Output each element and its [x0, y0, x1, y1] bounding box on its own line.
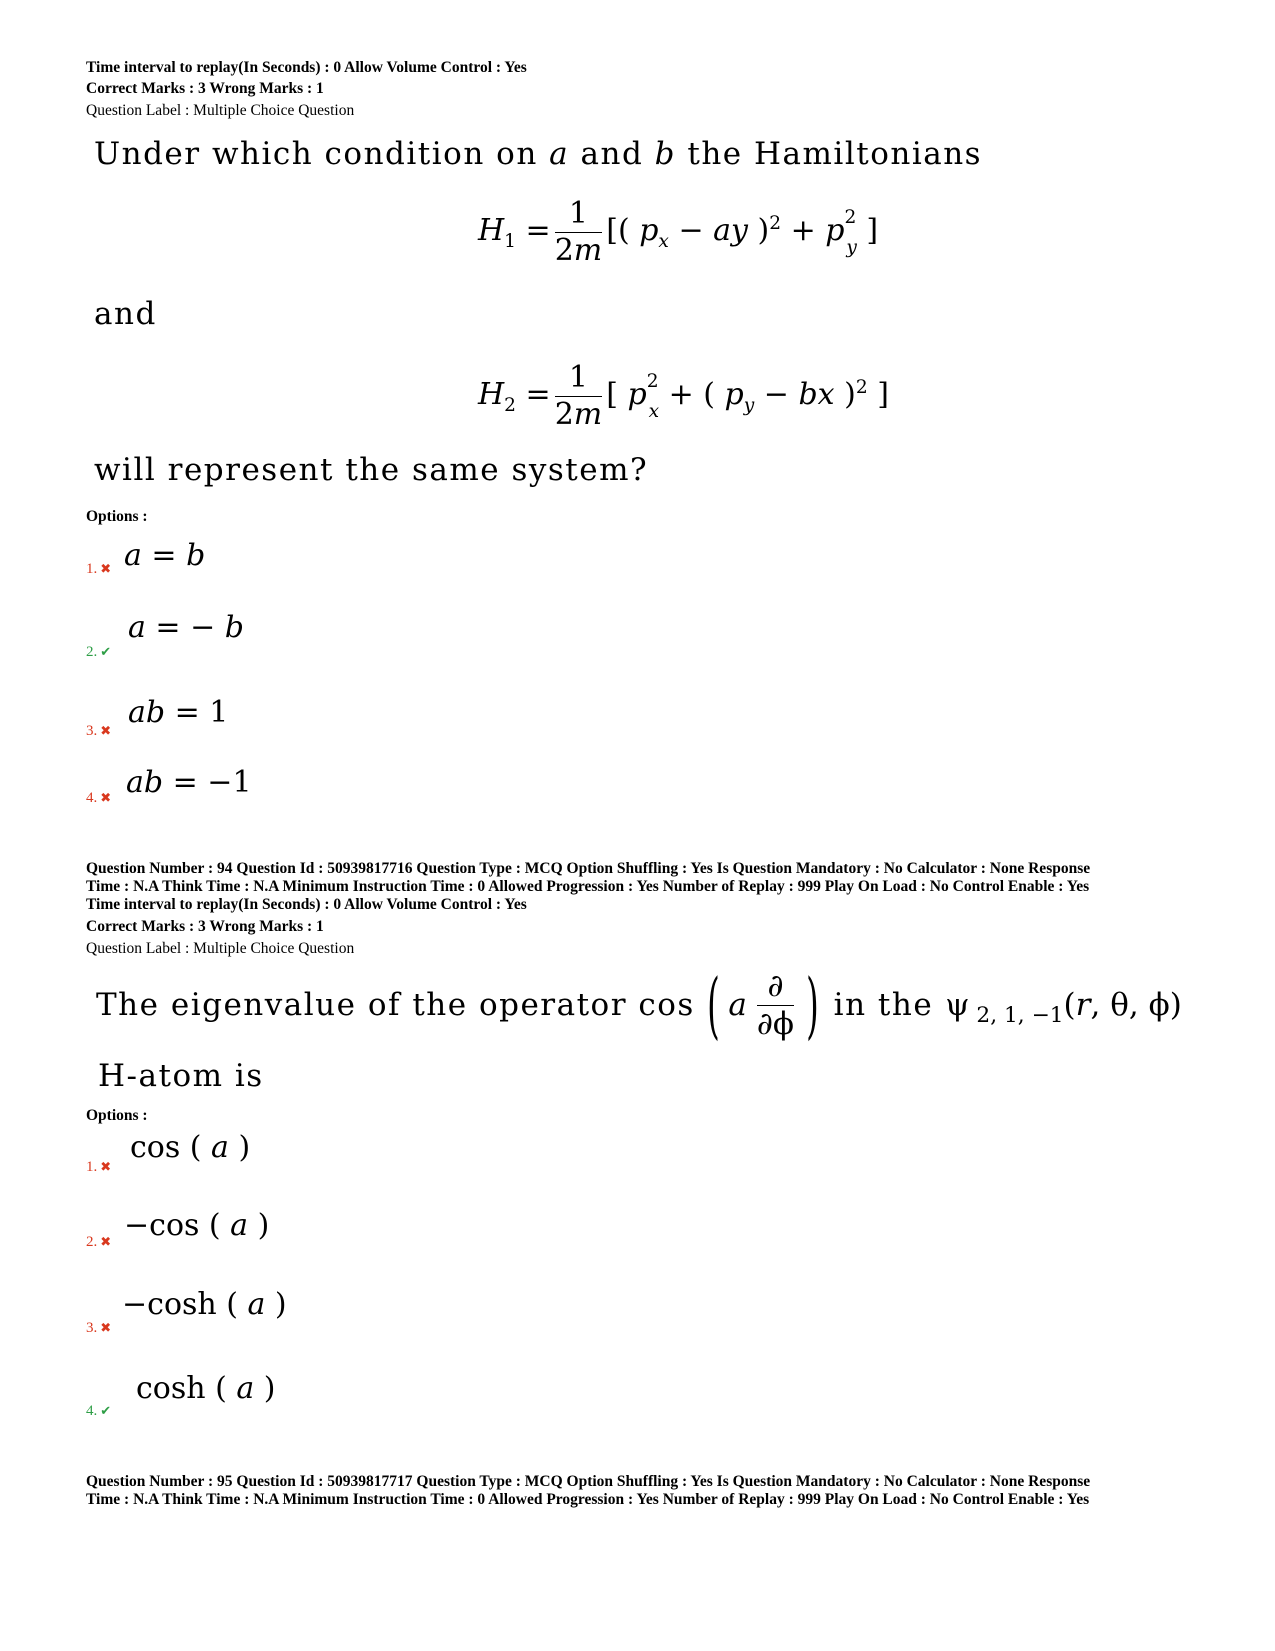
- correct-mark-icon: ✔: [100, 1403, 112, 1418]
- q93-question-text-end: will represent the same system?: [94, 452, 649, 488]
- q93-and-text: and: [94, 296, 157, 332]
- q93-option-4: 4. ✖: [86, 790, 112, 806]
- wrong-mark-icon: ✖: [100, 1320, 112, 1335]
- q95-meta-line2: Time : N.A Think Time : N.A Minimum Instruction Time : 0 Allowed Progression : Yes Number of Replay : 999 Play On Load : No Control Enable : Yes: [86, 1491, 1090, 1508]
- q93-hamiltonian-h1: $H_1$ = $\frac{1}{2m}$ [( $p_x$ − ay )$^2 + p^2_y$ ]: [478, 196, 879, 268]
- correct-mark-icon: ✔: [100, 644, 112, 659]
- q93-option-1-expr: a = b: [124, 538, 206, 573]
- q94-meta-line2: Time : N.A Think Time : N.A Minimum Instruction Time : 0 Allowed Progression : Yes Number of Replay : 999 Play On Load : No Control Enable : Yes: [86, 878, 1090, 895]
- q94-option-4: 4. ✔: [86, 1403, 112, 1419]
- q94-meta-marks: Correct Marks : 3 Wrong Marks : 1: [86, 918, 324, 935]
- q94-option-3-expr: −cosh ( a ): [122, 1287, 287, 1322]
- q93-option-2-expr: a = − b: [128, 610, 244, 645]
- wrong-mark-icon: ✖: [100, 723, 112, 738]
- q93-hamiltonian-h2: $H_2$ = $\frac{1}{2m}$ [ $p^2_x$ + ( $p_y$ − bx )$^2$ ]: [478, 360, 889, 432]
- q94-option-1-expr: cos ( a ): [130, 1130, 251, 1165]
- q93-question-label: Question Label : Multiple Choice Question: [86, 102, 355, 119]
- q93-option-3: 3. ✖: [86, 723, 112, 739]
- q94-option-4-expr: cosh ( a ): [136, 1371, 276, 1406]
- wrong-mark-icon: ✖: [100, 1159, 112, 1174]
- wrong-mark-icon: ✖: [100, 790, 112, 805]
- q94-option-2: 2. ✖: [86, 1234, 112, 1250]
- wrong-mark-icon: ✖: [100, 561, 112, 576]
- q94-meta-replay: Time interval to replay(In Seconds) : 0 Allow Volume Control : Yes: [86, 896, 527, 913]
- q94-options-label: Options :: [86, 1107, 148, 1124]
- q94-option-1: 1. ✖: [86, 1159, 112, 1175]
- q93-option-3-expr: ab = 1: [128, 695, 229, 730]
- q93-meta-replay: Time interval to replay(In Seconds) : 0 Allow Volume Control : Yes: [86, 59, 527, 76]
- q93-meta-marks: Correct Marks : 3 Wrong Marks : 1: [86, 80, 324, 97]
- q95-meta-line1: Question Number : 95 Question Id : 50939817717 Question Type : MCQ Option Shuffling : Yes Is Question Mandatory : No Calculator : None Response: [86, 1473, 1091, 1490]
- q94-meta-line1: Question Number : 94 Question Id : 50939817716 Question Type : MCQ Option Shuffling : Yes Is Question Mandatory : No Calculator : None Response: [86, 860, 1091, 877]
- q93-options-label: Options :: [86, 508, 148, 525]
- q93-option-2: 2. ✔: [86, 644, 112, 660]
- q93-option-1: 1. ✖: [86, 561, 112, 577]
- q93-option-4-expr: ab = −1: [126, 765, 252, 800]
- wrong-mark-icon: ✖: [100, 1234, 112, 1249]
- q94-option-2-expr: −cos ( a ): [124, 1208, 270, 1243]
- q94-question-label: Question Label : Multiple Choice Question: [86, 940, 355, 957]
- q94-question-text-end: H-atom is: [98, 1058, 264, 1094]
- q94-option-3: 3. ✖: [86, 1320, 112, 1336]
- q93-question-text: Under which condition on a and b the Hamiltonians: [94, 136, 983, 172]
- q94-question-text: The eigenvalue of the operator cos ( a $\frac{\partial}{\partial\phi}$ ) in the ψ $_{2, 1, -1}$(r, θ, ϕ): [96, 963, 1182, 1047]
